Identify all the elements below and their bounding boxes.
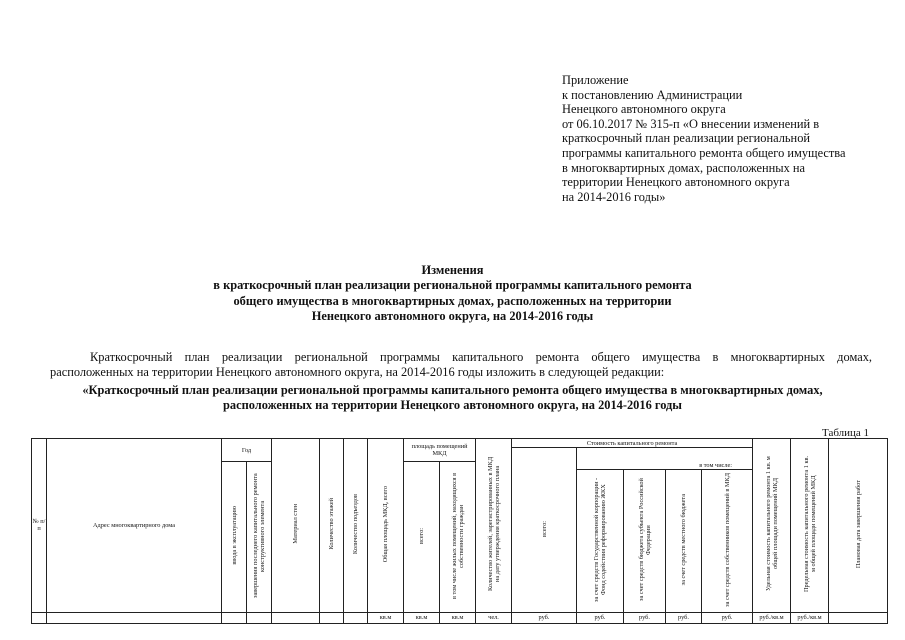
unit-cell <box>320 612 344 623</box>
header-including: в том числе: <box>577 462 753 470</box>
header-floors: Количество этажей <box>320 439 344 613</box>
appendix-line: на 2014-2016 годы» <box>562 189 666 204</box>
paragraph-line: Краткосрочный план реализации региональной программы капитального ремонта общего имущества в многоквартирных домах, <box>90 350 872 364</box>
unit-cost-local: руб. <box>666 612 702 623</box>
unit-cell <box>272 612 320 623</box>
header-total-area: Общая площадь МКД, всего <box>368 439 404 613</box>
header-premises-group: площадь помещений МКД <box>404 439 476 462</box>
header-cost-group: Стоимость капитального ремонта <box>512 439 753 448</box>
plan-subtitle <box>0 383 905 414</box>
appendix-line: от 06.10.2017 № 315-п «О внесении изменений в <box>562 116 820 131</box>
header-premises-residential: в том числе жилых помещений, находящихся в собственности граждан <box>440 462 476 613</box>
header-entrances: Количество подъездов <box>344 439 368 613</box>
unit-cell <box>247 612 272 623</box>
unit-cell <box>222 612 247 623</box>
header-cost-fund: за счет средств Государственной корпорации - Фонд содействия реформированию ЖКХ <box>577 469 624 612</box>
title-line: Ненецкого автономного округа, на 2014-2016 годы <box>311 308 594 323</box>
header-cost-region: за счет средств бюджета субъекта Российской Федерации <box>624 469 666 612</box>
header-year-last-repair: завершения последнего капитального ремонта конструктивного элемента <box>247 462 272 613</box>
unit-cell <box>47 612 222 623</box>
header-deadline: Плановая дата завершения работ <box>829 439 888 613</box>
subtitle-line: «Краткосрочный план реализации региональной программы капитального ремонта общего имущества в многоквартирных домах, <box>82 383 823 397</box>
title-line: Изменения <box>421 263 484 277</box>
unit-cost-total: руб. <box>512 612 577 623</box>
header-cost-local: за счет средств местного бюджета <box>666 469 702 612</box>
header-year-group: Год <box>222 439 272 462</box>
header-num: № п/п <box>32 439 47 613</box>
appendix-block <box>562 73 892 204</box>
header-unit-cost: Удельная стоимость капитального ремонта 1 кв. м общей площади помещений МКД <box>753 439 791 613</box>
appendix-line: Приложение <box>562 73 629 87</box>
header-address: Адрес многоквартирного дома <box>47 439 222 613</box>
unit-cost-region: руб. <box>624 612 666 623</box>
paragraph-line: расположенных на территории Ненецкого автономного округа, на 2014-2016 годы изложить в следующей редакции: <box>50 364 665 379</box>
header-max-cost: Предельная стоимость капитального ремонта 1 кв. м общей площади помещений МКД <box>791 439 829 613</box>
header-residents: Количество жителей, зарегистрированных в МКД на дату утверждения краткосрочного плана <box>476 439 512 613</box>
document-title <box>0 263 905 324</box>
appendix-line: в многоквартирных домах, расположенных на <box>562 160 806 175</box>
unit-cell <box>829 612 888 623</box>
unit-residents: чел. <box>476 612 512 623</box>
header-cost-total: всего: <box>512 448 577 613</box>
unit-cell <box>344 612 368 623</box>
appendix-line: территории Ненецкого автономного округа <box>562 175 790 190</box>
appendix-line: Ненецкого автономного округа <box>562 102 726 117</box>
header-cost-owners: за счет средств собственников помещений в МКД <box>702 469 753 612</box>
units-row <box>32 612 888 623</box>
unit-premises-residential: кв.м <box>440 612 476 623</box>
unit-premises-total: кв.м <box>404 612 440 623</box>
title-line: в краткосрочный план реализации региональной программы капитального ремонта <box>213 278 692 293</box>
unit-cost-owners: руб. <box>702 612 753 623</box>
unit-cell <box>32 612 47 623</box>
title-line: общего имущества в многоквартирных домах, расположенных на территории <box>233 293 672 308</box>
header-wall-material: Материал стен <box>272 439 320 613</box>
plan-table <box>31 438 888 624</box>
appendix-line: к постановлению Администрации <box>562 87 743 102</box>
header-premises-total: всего: <box>404 462 440 613</box>
subtitle-line: расположенных на территории Ненецкого автономного округа, на 2014-2016 годы <box>223 398 682 413</box>
table-caption: Таблица 1 <box>822 427 870 439</box>
header-cost-spacer <box>577 448 753 462</box>
unit-cost-fund: руб. <box>577 612 624 623</box>
unit-max-cost: руб./кв.м <box>791 612 829 623</box>
appendix-line: программы капитального ремонта общего имущества <box>562 145 846 160</box>
header-year-commission: ввода в эксплуатацию <box>222 462 247 613</box>
unit-total-area: кв.м <box>368 612 404 623</box>
appendix-line: краткосрочный план реализации региональной <box>562 131 811 146</box>
unit-unit-cost: руб./кв.м <box>753 612 791 623</box>
body-paragraph <box>50 350 872 379</box>
